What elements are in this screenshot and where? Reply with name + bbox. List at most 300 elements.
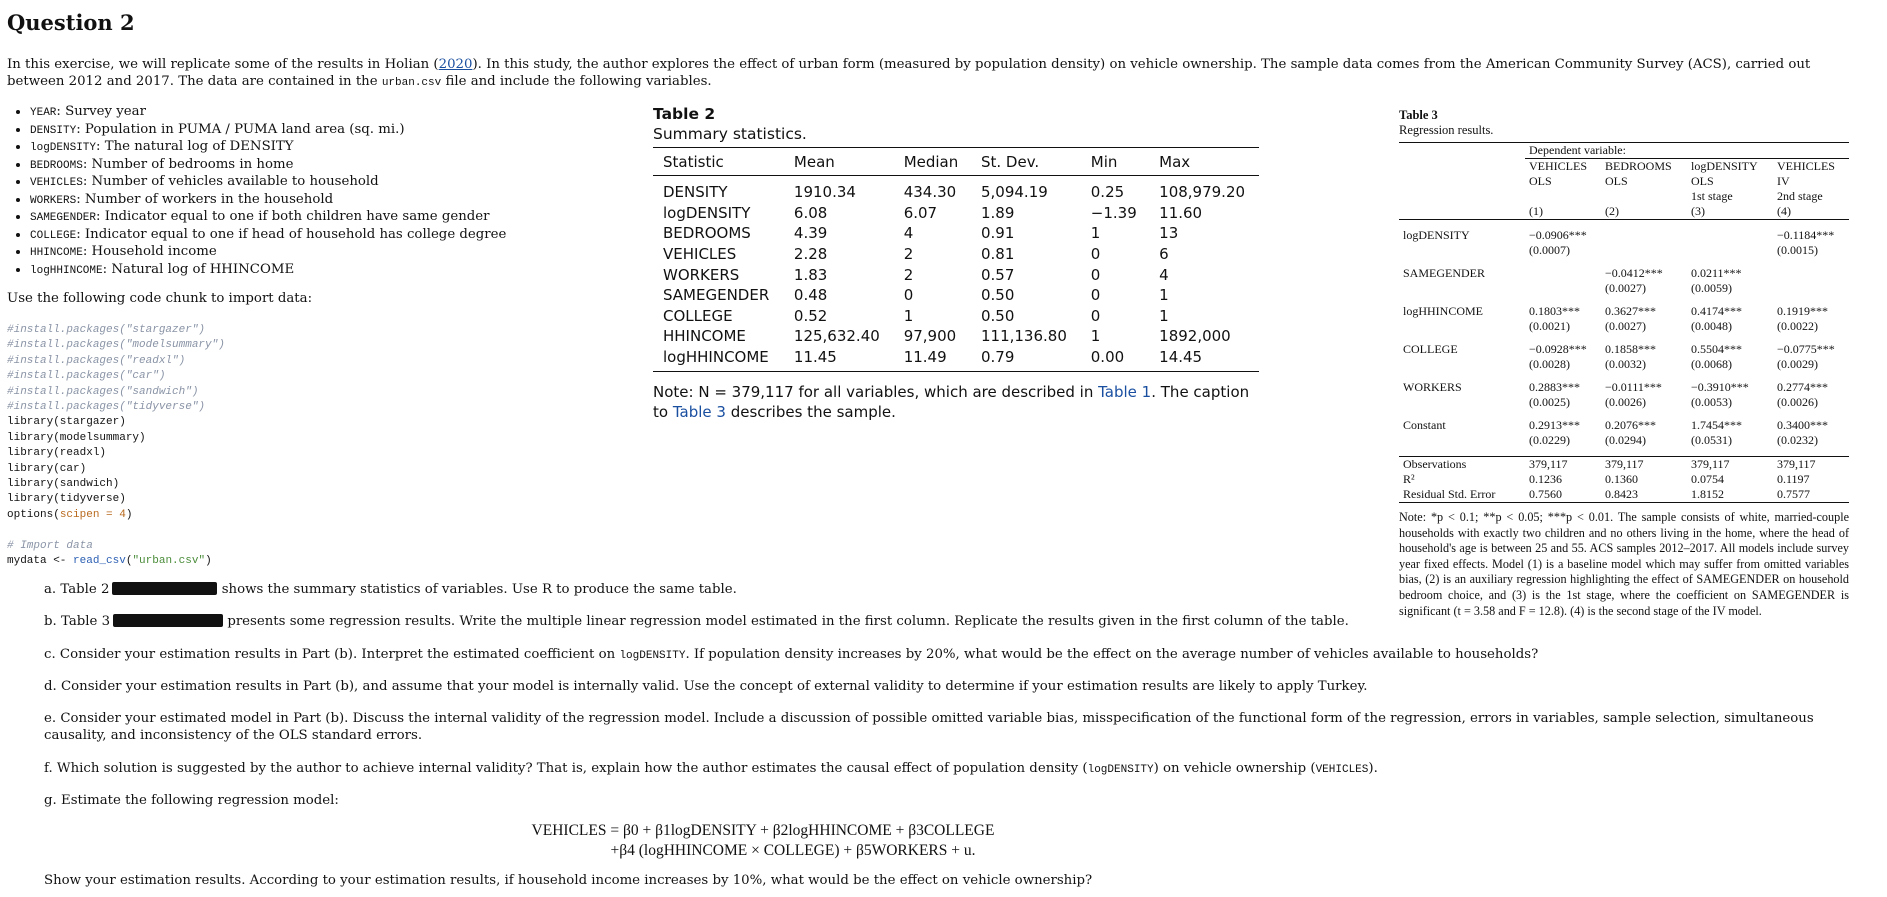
row-label: logDENSITY: [1403, 228, 1470, 242]
variable-item: [30, 209, 506, 227]
table-cell: WORKERS: [663, 265, 740, 284]
table-cell: (0.0068): [1691, 357, 1732, 371]
table-cell: 379,117: [1691, 457, 1730, 471]
table-cell: 0.2774***: [1776, 380, 1828, 394]
table-cell: 6.07: [903, 203, 938, 222]
variable-name: VEHICLES: [30, 177, 83, 189]
table2-header-cell: Max: [1149, 148, 1259, 176]
table-cell: −0.3910***: [1691, 380, 1749, 394]
table2-note: [653, 382, 1259, 422]
equation-line-1: [0, 821, 1526, 841]
table-row: [653, 223, 1259, 244]
table-cell: 1: [903, 306, 914, 325]
table-cell: 0.3627***: [1605, 304, 1656, 318]
redaction: [113, 614, 223, 627]
question-c-text-2: . If population density increases by 20%, what would be the effect on the average number of vehicles available to households?: [685, 647, 1539, 662]
variable-name: BEDROOMS: [30, 159, 83, 172]
question-f-label: f.: [44, 761, 53, 776]
table-cell: (0.0027): [1605, 281, 1646, 295]
code-line: options(scipen = 4): [7, 508, 133, 521]
equation-line-2: +β4 (logHHINCOME × COLLEGE) + β5WORKERS + u.: [610, 842, 976, 859]
spacer-row: [1399, 372, 1849, 380]
import-instruction: Use the following code chunk to import data:: [7, 291, 313, 306]
table-cell: (0.0053): [1691, 395, 1732, 409]
table-cell: 1.8152: [1687, 487, 1773, 503]
variable-name: SAMEGENDER: [30, 212, 97, 224]
table-cell: (0.0026): [1605, 395, 1646, 409]
redaction: [112, 582, 217, 595]
variable-name: COLLEGE: [30, 229, 77, 242]
question-b-pre: Table 3: [60, 614, 111, 629]
table-cell: 2nd stage: [1776, 189, 1823, 203]
question-a-text: shows the summary statistics of variables. Use R to produce the same table.: [221, 582, 737, 597]
table-cell: 5,094.19: [980, 183, 1048, 202]
table2-header-cell: Min: [1081, 148, 1149, 176]
spacer-cell: [1525, 372, 1601, 380]
table-cell: 379,117: [1605, 457, 1644, 471]
spacer-cell: [1773, 258, 1849, 266]
code-eq: =: [99, 508, 120, 521]
table-cell: IV: [1776, 174, 1790, 188]
table-cell: 0.25: [1090, 183, 1125, 202]
table2-title: Table 2: [653, 105, 716, 123]
intro-text-1: In this exercise, we will replicate some of the results in Holian (: [7, 57, 439, 72]
table-cell: 11.45: [784, 347, 894, 372]
table2-header-row: [653, 148, 1259, 176]
table-cell: 13: [1159, 224, 1179, 243]
variable-name: YEAR: [30, 107, 57, 119]
code-arg: scipen: [59, 508, 100, 521]
variable-item: [30, 157, 506, 175]
code-comment: #install.packages("tidyverse"): [7, 401, 206, 414]
code-line: library(stargazer): [7, 416, 126, 429]
table-cell: [1601, 243, 1687, 258]
table-cell: 1: [1090, 327, 1101, 346]
question-f-code-1: logDENSITY: [1087, 764, 1154, 776]
row-label: [1399, 159, 1525, 175]
spacer-cell: [1773, 296, 1849, 304]
table-cell: 2.28: [793, 245, 828, 264]
table-cell: 0.0754: [1691, 472, 1724, 486]
row-label: [1399, 319, 1525, 334]
question-c-label: c.: [44, 647, 56, 662]
table-cell: 0: [1090, 286, 1101, 305]
row-label: WORKERS: [1403, 380, 1462, 394]
spacer-cell: [1525, 410, 1601, 418]
std-error-row: [1399, 395, 1849, 410]
table-cell: (0.0007): [1529, 243, 1570, 257]
table2-header-cell: Statistic: [653, 148, 784, 176]
row-label: [1399, 243, 1525, 258]
question-b-text: presents some regression results. Write the multiple linear regression model estimated in the first column. Replicate the results given in the first column of the table.: [227, 614, 1349, 629]
question-e-text: Consider your estimated model in Part (b). Discuss the internal validity of the regression model. Include a discussion of possible omitted variable bias, misspecification of the functional form of the regression, errors in variables, sample selection, simultaneous causality, and inconsistency of the OLS standard errors.: [44, 711, 1814, 743]
variable-item: [30, 227, 506, 245]
spacer-cell: [1687, 410, 1773, 418]
code-line: mydata <- read_csv("urban.csv"): [7, 555, 212, 568]
code-line: library(modelsummary): [7, 431, 146, 444]
statistics-row: [1399, 487, 1849, 503]
table-cell: (0.0015): [1776, 243, 1818, 257]
table-cell: 0.1236: [1529, 472, 1562, 486]
table-cell: (0.0032): [1605, 357, 1646, 371]
spacer-row: [1399, 410, 1849, 418]
table-cell: [1525, 189, 1601, 204]
dependent-variable-row: [1399, 143, 1849, 159]
variable-name: WORKERS: [30, 194, 77, 207]
table-cell: BEDROOMS: [1605, 159, 1672, 173]
table-cell: 0.7560: [1525, 487, 1601, 503]
table-cell: 125,632.40: [793, 327, 880, 346]
code-string: "urban.csv": [132, 555, 206, 568]
question-e: [44, 710, 1864, 744]
spacer-cell: [1525, 296, 1601, 304]
row-label: [1399, 281, 1525, 296]
std-error-row: [1399, 281, 1849, 296]
table-cell: [1687, 228, 1773, 243]
variable-item: [30, 104, 506, 122]
table-cell: 0.0211***: [1691, 266, 1742, 280]
spacer-cell: [1687, 334, 1773, 342]
question-b-label: b.: [44, 614, 57, 629]
row-label: SAMEGENDER: [1403, 266, 1486, 280]
table-cell: 4.39: [793, 224, 828, 243]
table-cell: (0.0531): [1691, 433, 1732, 447]
row-label: COLLEGE: [1403, 342, 1458, 356]
intro-filename: urban.csv: [381, 77, 442, 89]
summary-stats-table: [653, 147, 1259, 372]
std-error-row: [1399, 319, 1849, 334]
question-g: [44, 792, 339, 809]
table-cell: 11.49: [894, 347, 971, 372]
table-cell: BEDROOMS: [663, 224, 751, 243]
code-comment: # Import data: [7, 539, 93, 552]
spacer-cell: [1601, 334, 1687, 342]
table-cell: 0.3400***: [1776, 418, 1828, 432]
table-cell: 0.50: [980, 286, 1015, 305]
table-cell: [1525, 281, 1601, 296]
table-cell: VEHICLES: [1776, 159, 1835, 173]
variable-name: DENSITY: [30, 124, 77, 137]
table-cell: 11.60: [1159, 203, 1203, 222]
column-stage-row: [1399, 189, 1849, 204]
table2-header-cell: St. Dev.: [971, 148, 1081, 176]
code-line: [7, 370, 165, 382]
table-cell: [1601, 228, 1687, 243]
page-title: Question 2: [7, 10, 135, 35]
coefficient-row: [1399, 418, 1849, 433]
table-cell: OLS: [1529, 174, 1552, 188]
spacer-row: [1399, 448, 1849, 457]
table2-header-cell: Median: [894, 148, 971, 176]
code-chunk: [7, 323, 225, 570]
table-cell: (0.0048): [1691, 319, 1732, 333]
spacer-cell: [1773, 448, 1849, 457]
statistics-row: [1399, 472, 1849, 487]
table-cell: (0.0026): [1776, 395, 1818, 409]
spacer-cell: [1525, 220, 1601, 229]
row-label: [1399, 143, 1525, 159]
spacer-cell: [1399, 410, 1525, 418]
table-cell: 0.1360: [1605, 472, 1638, 486]
table2-note-text-1: Note: N = 379,117 for all variables, which are described in: [653, 383, 1099, 402]
table-cell: 111,136.80: [980, 327, 1067, 346]
table-cell: 1: [1159, 306, 1169, 325]
question-c: [44, 646, 1538, 665]
table-cell: 108,979.20: [1159, 183, 1246, 202]
table-cell: [1601, 189, 1687, 204]
spacer-cell: [1399, 296, 1525, 304]
table-cell: −0.0928***: [1529, 342, 1587, 356]
table-cell: (0.0029): [1776, 357, 1818, 371]
table-cell: 4: [903, 224, 914, 243]
coefficient-row: [1399, 304, 1849, 319]
citation-link[interactable]: 2020: [438, 57, 473, 72]
table-cell: 0.1919***: [1776, 304, 1828, 318]
code-line: [7, 386, 198, 398]
table-cell: logDENSITY: [663, 203, 751, 222]
coefficient-row: [1399, 342, 1849, 357]
question-e-label: e.: [44, 711, 57, 726]
intro-text-2: ). In this study, the author explores the effect of urban form (measured by population density) on vehicle ownership. The sample data comes from the American Community Survey (ACS), carried out between 2012 and 2017. The data are contained in the: [7, 57, 1811, 89]
variable-desc: : Household income: [82, 244, 217, 259]
column-method-row: [1399, 174, 1849, 189]
table-cell: DENSITY: [663, 183, 728, 202]
table-cell: 0: [1090, 306, 1101, 325]
variable-desc: : Number of vehicles available to household: [82, 174, 379, 189]
question-a-pre: Table 2: [60, 582, 110, 597]
code-line: library(sandwich): [7, 478, 120, 491]
table-row: [653, 306, 1259, 327]
spacer-cell: [1773, 410, 1849, 418]
table-cell: (2): [1601, 204, 1687, 220]
spacer-cell: [1399, 258, 1525, 266]
variable-name: logHHINCOME: [30, 264, 103, 277]
code-line: [7, 324, 205, 336]
table-cell: 0: [903, 286, 914, 305]
coefficient-row: [1399, 228, 1849, 243]
spacer-cell: [1601, 220, 1687, 229]
table-cell: 0.57: [980, 265, 1015, 284]
spacer-row: [1399, 296, 1849, 304]
table2-header-cell: Mean: [784, 148, 894, 176]
intro-paragraph: [7, 56, 1867, 92]
spacer-cell: [1399, 448, 1525, 457]
code-comment: #install.packages("modelsummary"): [7, 339, 225, 352]
code-line: [7, 401, 205, 413]
row-label: Residual Std. Error: [1399, 487, 1525, 503]
spacer-cell: [1687, 220, 1773, 229]
spacer-row: [1399, 258, 1849, 266]
code-comment: #install.packages("readxl"): [7, 354, 186, 367]
code-comment: #install.packages("sandwich"): [7, 385, 199, 398]
table-cell: −0.1184***: [1776, 228, 1835, 242]
equation-rhs-1: β0 + β1logDENSITY + β2logHHINCOME + β3COLLEGE: [622, 822, 995, 839]
table-cell: 1.83: [793, 265, 828, 284]
question-f-text-3: ).: [1368, 761, 1378, 776]
question-g-text: Estimate the following regression model:: [60, 793, 339, 808]
table-row: [653, 176, 1259, 203]
table-cell: 0.91: [980, 224, 1015, 243]
table-cell: 0.8423: [1601, 487, 1687, 503]
table-cell: 0.50: [980, 306, 1015, 325]
variable-desc: : Number of bedrooms in home: [82, 156, 294, 172]
table-cell: 0.5504***: [1691, 342, 1742, 356]
spacer-cell: [1687, 448, 1773, 457]
table-cell: 379,117: [1776, 457, 1816, 471]
column-dv-row: [1399, 159, 1849, 175]
table-cell: −0.0775***: [1776, 342, 1835, 356]
spacer-cell: [1399, 220, 1525, 229]
table-row: [653, 347, 1259, 372]
table-cell: 1.7454***: [1691, 418, 1742, 432]
variable-desc: : Population in PUMA / PUMA land area (sq. mi.): [76, 121, 405, 137]
code-line: library(readxl): [7, 447, 107, 460]
table-cell: 1: [1090, 224, 1101, 243]
table-cell: 434.30: [903, 183, 957, 202]
question-a-label: a.: [44, 582, 57, 597]
code-comment: #install.packages("stargazer"): [7, 324, 206, 336]
table-cell: 0.1197: [1776, 472, 1810, 486]
table-cell: (0.0028): [1529, 357, 1570, 371]
code-assign: mydata <-: [7, 555, 74, 568]
equation-lhs: VEHICLES =: [531, 822, 623, 839]
table-cell: (3): [1687, 204, 1773, 220]
intro-text-3: file and include the following variables.: [441, 74, 712, 89]
table-cell: 2: [903, 265, 914, 284]
spacer-cell: [1773, 372, 1849, 380]
spacer-row: [1399, 220, 1849, 229]
table2-subtitle: Summary statistics.: [653, 125, 807, 143]
table-cell: 0.81: [980, 245, 1015, 264]
question-d: [44, 678, 1367, 695]
regression-table: [1399, 142, 1849, 503]
table-cell: 1910.34: [793, 183, 856, 202]
table-row: [653, 264, 1259, 285]
table-cell: 0.4174***: [1691, 304, 1742, 318]
table-cell: [1687, 243, 1773, 258]
table-cell: 97,900: [903, 327, 957, 346]
variable-desc: : Indicator equal to one if head of household has college degree: [76, 226, 507, 242]
table-cell: 379,117: [1529, 457, 1568, 471]
table-cell: (0.0025): [1529, 395, 1570, 409]
std-error-row: [1399, 357, 1849, 372]
spacer-cell: [1687, 258, 1773, 266]
table3-link[interactable]: Table 3: [672, 403, 726, 422]
table-cell: 0.52: [793, 306, 828, 325]
spacer-cell: [1773, 334, 1849, 342]
variable-item: [30, 244, 506, 262]
coefficient-row: [1399, 380, 1849, 395]
question-d-label: d.: [44, 679, 57, 694]
row-label: R²: [1403, 472, 1415, 486]
variable-list: [10, 104, 506, 279]
regression-equation: [0, 821, 1526, 861]
code-fn: read_csv: [73, 555, 126, 568]
std-error-row: [1399, 433, 1849, 448]
table-cell: 0.2076***: [1605, 418, 1656, 432]
table-cell: 1892,000: [1159, 327, 1231, 346]
question-a: [44, 581, 737, 598]
variable-item: [30, 122, 506, 140]
row-label: [1399, 357, 1525, 372]
table-cell: −0.0906***: [1529, 228, 1587, 242]
table-cell: (0.0059): [1691, 281, 1732, 295]
variable-desc: : The natural log of DENSITY: [96, 139, 294, 154]
table-cell: [1773, 266, 1849, 281]
code-line: library(car): [7, 462, 87, 475]
spacer-row: [1399, 334, 1849, 342]
table-cell: logHHINCOME: [653, 347, 784, 372]
table-cell: 0.79: [971, 347, 1081, 372]
statistics-row: [1399, 457, 1849, 473]
table-cell: 0.1803***: [1529, 304, 1580, 318]
table-cell: 6.08: [793, 203, 828, 222]
table-cell: 4: [1159, 265, 1169, 284]
variable-desc: : Survey year: [56, 104, 146, 119]
question-c-text-1: Consider your estimation results in Part (b). Interpret the estimated coefficient on: [59, 647, 620, 662]
variable-desc: : Number of workers in the household: [76, 191, 334, 207]
table-cell: [1773, 281, 1849, 296]
question-g-label: g.: [44, 793, 57, 808]
table-cell: −1.39: [1090, 203, 1137, 222]
table2-note-text-3: describes the sample.: [725, 403, 896, 422]
table2: [653, 105, 1259, 422]
table-cell: 1st stage: [1691, 189, 1733, 203]
table-row: [653, 326, 1259, 347]
table-row: [653, 203, 1259, 224]
question-g-followup: Show your estimation results. According to your estimation results, if household income increases by 10%, what would be the effect on vehicle ownership?: [44, 873, 1093, 888]
table-cell: VEHICLES: [663, 245, 737, 264]
spacer-cell: [1525, 334, 1601, 342]
variable-name: logDENSITY: [30, 142, 97, 154]
table-cell: OLS: [1605, 174, 1628, 188]
table-cell: 1: [1159, 286, 1169, 305]
spacer-cell: [1773, 220, 1849, 229]
table-cell: 0.2883***: [1529, 380, 1580, 394]
table-cell: 0.7577: [1773, 487, 1849, 503]
variable-item: [30, 174, 506, 192]
table-cell: −0.0412***: [1605, 266, 1663, 280]
table3-subtitle: Regression results.: [1399, 123, 1494, 137]
spacer-cell: [1525, 448, 1601, 457]
table-row: [653, 244, 1259, 265]
row-label: Constant: [1403, 418, 1446, 432]
table-cell: −0.0111***: [1605, 380, 1662, 394]
variable-name: HHINCOME: [30, 247, 83, 259]
spacer-cell: [1687, 296, 1773, 304]
table-cell: (0.0232): [1776, 433, 1818, 447]
table1-link[interactable]: Table 1: [1098, 383, 1152, 402]
spacer-cell: [1399, 372, 1525, 380]
question-f-code-2: VEHICLES: [1315, 764, 1369, 776]
spacer-cell: [1525, 258, 1601, 266]
table-cell: COLLEGE: [663, 306, 733, 325]
table3-note: Note: *p < 0.1; **p < 0.05; ***p < 0.01. The sample consists of white, married-couple households with exactly two children and no others living in the home, where the head of household's age is between 25 and 55. ACS samples 2012–2017. All models include survey year fixed effects. Model (1) is a baseline model which may suffer from omitted variables bias, (2) is an auxiliary regression highlighting the effect of SAMEGENDER on household bedroom choice, and (3) is the 1st stage, where the coefficient on SAMEGENDER is significant (t = 3.58 and F = 12.8). (4) is the second stage of the IV model.: [1399, 510, 1849, 618]
table-cell: logDENSITY: [1691, 159, 1758, 173]
variable-desc: : Indicator equal to one if both children have same gender: [96, 209, 490, 224]
spacer-cell: [1399, 334, 1525, 342]
table-cell: (0.0294): [1605, 433, 1646, 447]
question-f-text-1: Which solution is suggested by the author to achieve internal validity? That is, explain how the author estimates the causal effect of population density (: [56, 761, 1088, 776]
spacer-cell: [1601, 258, 1687, 266]
table-cell: 2: [903, 245, 914, 264]
row-label: Observations: [1403, 457, 1467, 471]
question-c-code: logDENSITY: [619, 650, 686, 662]
table3-title: Table 3: [1399, 108, 1438, 122]
coefficient-row: [1399, 266, 1849, 281]
row-label: [1399, 174, 1525, 189]
code-line: [7, 355, 185, 367]
